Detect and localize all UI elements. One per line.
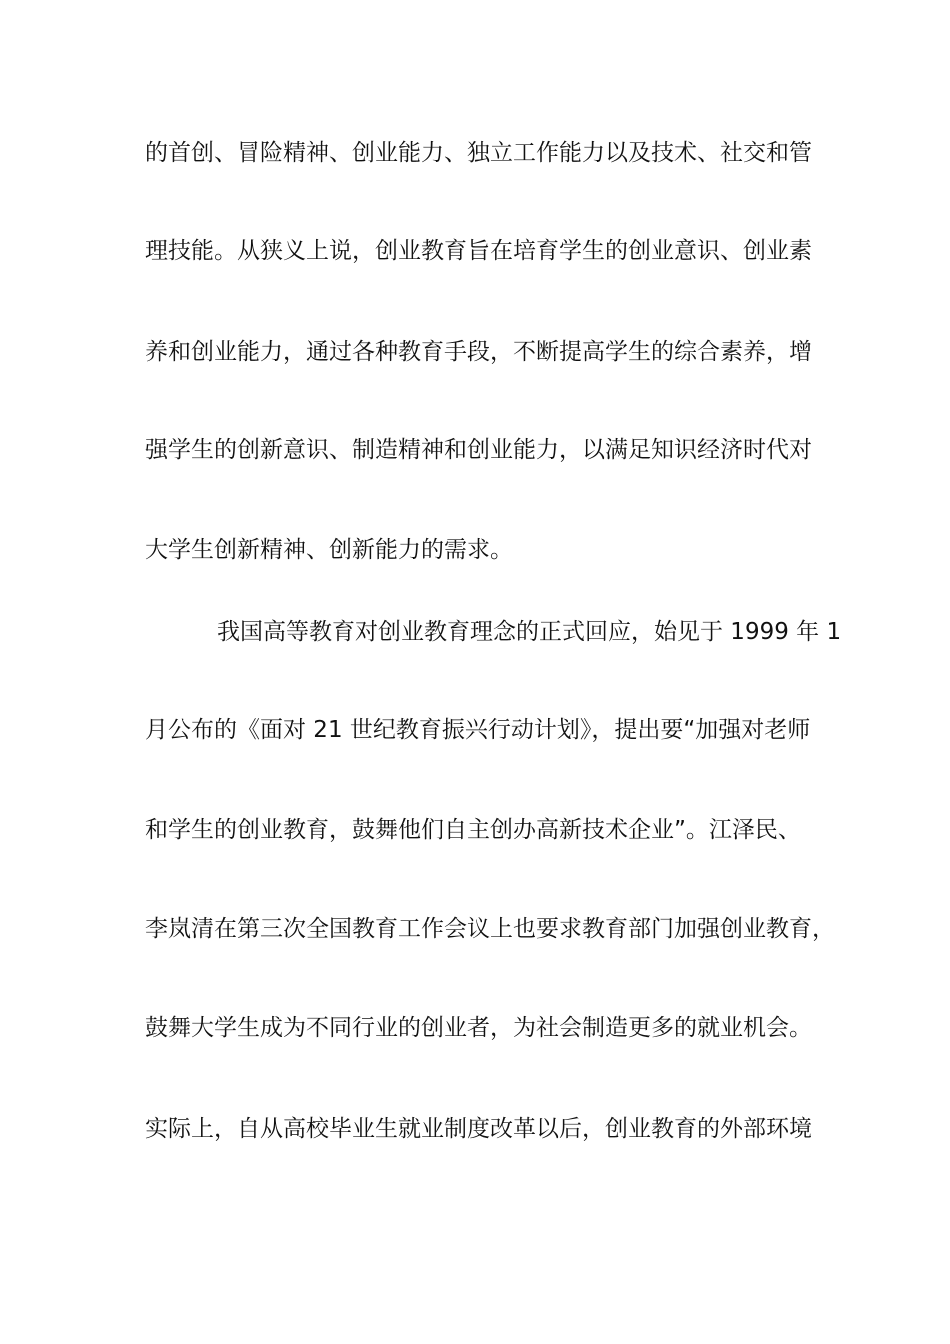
text-line-10: 鼓舞大学生成为不同行业的创业者，为社会制造更多的就业机会。 — [145, 1015, 812, 1041]
text-line-9: 李岚清在第三次全国教育工作会议上也要求教育部门加强创业教育， — [145, 916, 835, 942]
text-line-8: 和学生的创业教育，鼓舞他们自主创办高新技术企业”。江泽民、 — [145, 817, 801, 843]
text-line-2: 理技能。从狭义上说，创业教育旨在培育学生的创业意识、创业素 — [145, 238, 812, 264]
text-line-7: 月公布的《面对 21 世纪教育振兴行动计划》，提出要“加强对老师 — [145, 717, 811, 743]
text-line-4: 强学生的创新意识、制造精神和创业能力，以满足知识经济时代对 — [145, 437, 812, 463]
text-line-3: 养和创业能力，通过各种教育手段，不断提高学生的综合素养，增 — [145, 339, 812, 365]
text-line-1: 的首创、冒险精神、创业能力、独立工作能力以及技术、社交和管 — [145, 140, 812, 166]
text-line-5: 大学生创新精神、创新能力的需求。 — [145, 537, 513, 563]
text-line-11: 实际上，自从高校毕业生就业制度改革以后，创业教育的外部环境 — [145, 1116, 812, 1142]
paragraph-start-line: 我国高等教育对创业教育理念的正式回应，始见于 1999 年 1 — [217, 619, 842, 645]
